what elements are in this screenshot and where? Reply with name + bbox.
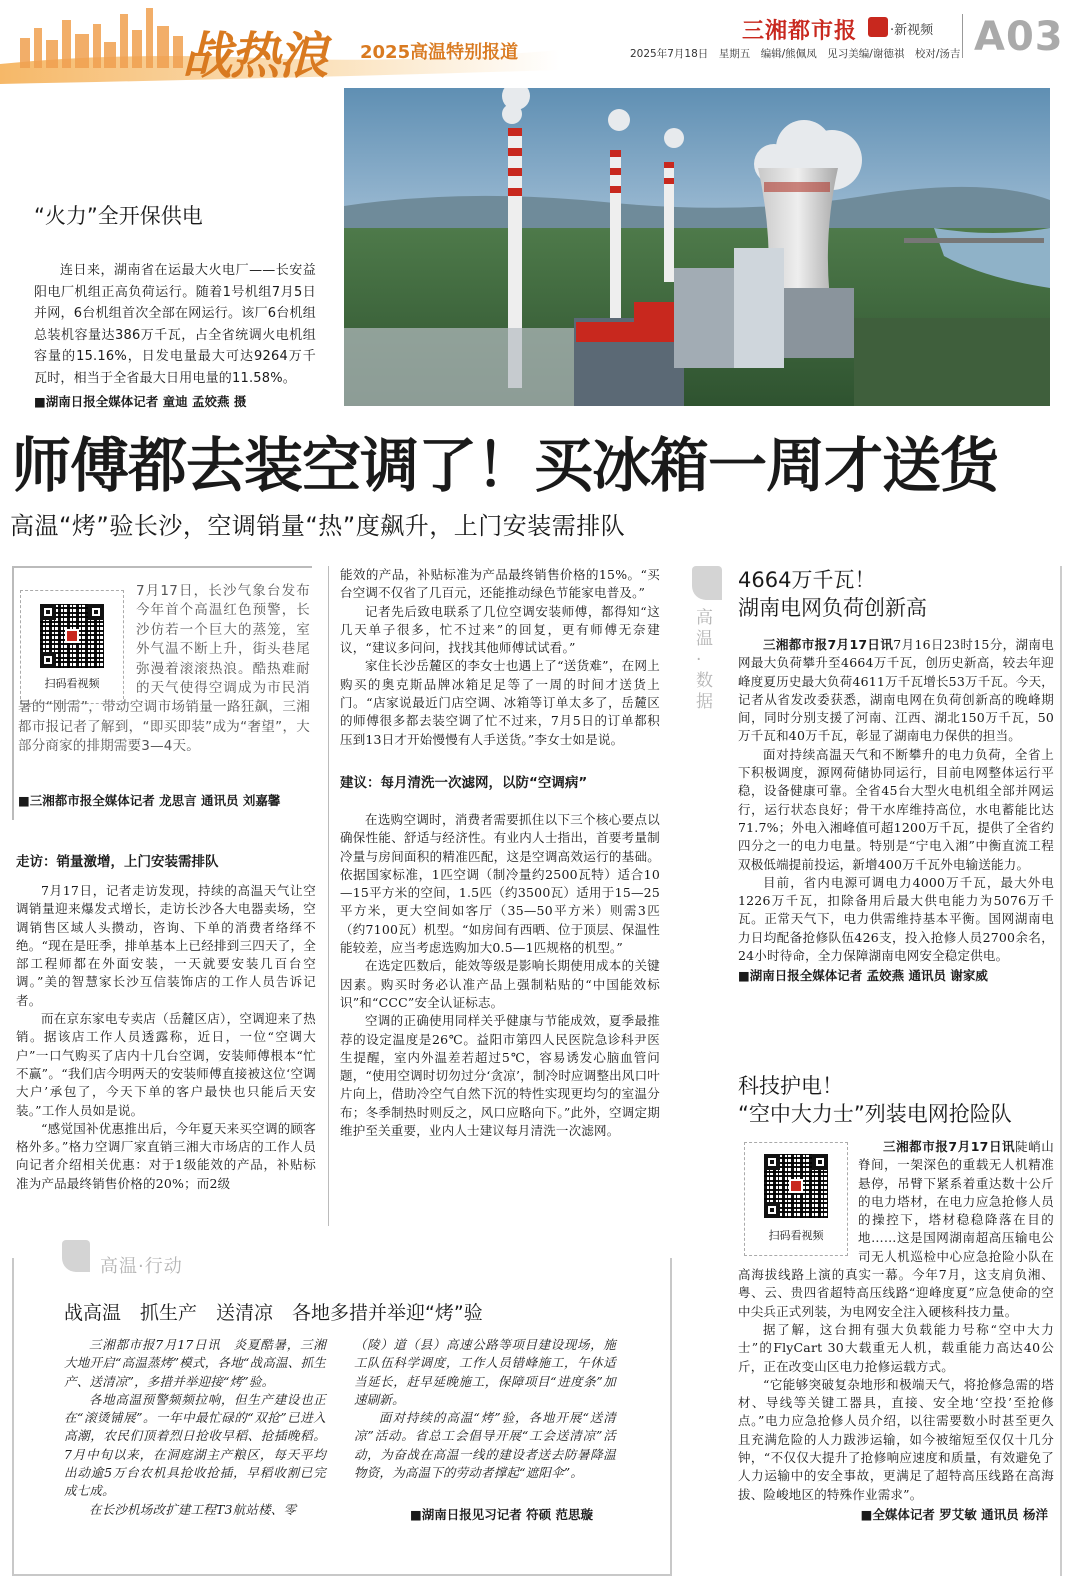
grid-paragraph bbox=[738, 636, 1054, 746]
sidebar-tag: 高温·数据 bbox=[696, 608, 713, 712]
lead-col2 bbox=[340, 566, 660, 1140]
power-plant-photo bbox=[344, 88, 1050, 406]
col2-paragraph: 记者先后致电联系了几位空调安装师傅，都得知“这几天单子很多，忙不过来”的回复，更有师傅无奈建议，“建议多问问，找找其他师傅试试看。” bbox=[340, 603, 660, 656]
action-col2 bbox=[354, 1336, 616, 1482]
section1-paragraph: “感觉国补优惠推出后，今年夏天来买空调的顾客格外多。”格力空调厂家直销三湘大市场店的工作人员向记者介绍相关优惠：对于1级能效的产品，补贴标准为产品最终销售价格的20%；而2级 bbox=[16, 1120, 316, 1191]
date-line: 2025年7月18日 星期五 编辑/熊佩凤 见习美编/谢德祺 校对/汤吉 bbox=[630, 48, 961, 60]
grid-credit: ■湖南日报全媒体记者 孟姣燕 通讯员 谢家威 bbox=[738, 968, 988, 984]
grid-story bbox=[738, 566, 1054, 985]
drone-paragraph-text: 陡峭山脊间，一架深色的重载无人机精准悬停，吊臂下紧系着重达数十公斤的电力塔材，在电力应急抢修人员的操控下，塔材稳稳降落在目的地……这是国网湖南超高压输电公司无人机巡检中心应急抢险小队在高海拔线路上演的真实一幕。今年7月，这支肩负湘、粤、云、贵四省超特高压线路“迎峰度夏”应急使命的空中尖兵正式列装，为电网安全注入硬核科技力量。 bbox=[738, 1139, 1054, 1319]
action-tag-icon bbox=[62, 1240, 90, 1272]
masthead bbox=[0, 0, 1080, 90]
sub-headline: 高温“烤”验长沙，空调销量“热”度飙升，上门安装需排队 bbox=[10, 512, 626, 540]
action-paragraph: 各地高温预警频频拉响，但生产建设也正在“滚烫铺展”。一年中最忙碌的“双抢”已进入高潮，农民们顶着烈日抢收早稻、抢插晚稻。7月中旬以来，在洞庭湖主产粮区，每天平均出动逾5万台农机具抢收抢插，早稻收割已完成七成。 bbox=[64, 1391, 326, 1499]
col2-paragraph: 能效的产品，补贴标准为产品最终销售价格的15%。“买台空调不仅省了几百元，还能推动绿色节能家电普及。” bbox=[340, 567, 660, 601]
banner-subtitle: 2025高温特别报道 bbox=[360, 42, 519, 63]
drone-story bbox=[738, 1072, 1054, 1524]
photo-story-credit: ■湖南日报全媒体记者 童迪 孟姣燕 摄 bbox=[34, 394, 247, 409]
drone-qr-frame bbox=[744, 1142, 848, 1256]
banner-title: 战热浪 bbox=[182, 26, 326, 85]
photo-story-title: “火力”全开保供电 bbox=[34, 204, 203, 228]
grid-lead-label: 三湘都市报7月17日讯 bbox=[763, 637, 894, 652]
section2-paragraph: 在选定匹数后，能效等级是影响长期使用成本的关键因素。购买时务必认准产品上强制粘贴的“中国能效标识”和“CCC”安全认证标志。 bbox=[340, 958, 660, 1010]
grid-title-line1: 4664万千瓦！ bbox=[738, 568, 876, 592]
action-paragraph: 面对持续的高温“烤”验，各地开展“送清凉”活动。省总工会倡导开展“工会送清凉”活动，为奋战在高温一线的建设者送去防暑降温物资，为高温下的劳动者撑起“遮阳伞”。 bbox=[354, 1410, 616, 1481]
grid-title-line2: 湖南电网负荷创新高 bbox=[738, 596, 927, 620]
column-divider bbox=[328, 566, 329, 1226]
drone-paragraph: “它能够突破复杂地形和极端天气，将抢修急需的塔材、导线等关键工器具，直接、安全地‘空投’至抢修点。”电力应急抢修人员介绍，以往需要数小时甚至更久且充满危险的人力跋涉运输，如今被缩短至仅仅十几分钟，“不仅仅大提升了抢修响应速度和质量，有效避免了人力运输中的安全事故，更满足了超特高压线路在高海拔、险峻地区的特殊作业需求”。 bbox=[738, 1376, 1054, 1502]
section2-paragraph: 在选购空调时，消费者需要抓住以下三个核心要点以确保性能、舒适与经济性。有业内人士指出，首要考量制冷量与房间面积的精准匹配，这是空调高效运行的基础。依据国家标准，1匹空调（制冷量约2500瓦特）适合10—15平方米的空间，1.5匹（约3500瓦）适用于15—25平方米，更大空间如客厅（35—50平方米）则需3匹（约7100瓦）机型。“如房间有西晒、位于顶层、保温性能较差，应当考虑选购加大0.5—1匹规格的机型。” bbox=[340, 811, 660, 956]
brand-logo-icon bbox=[868, 17, 888, 37]
main-headline: 师傅都去装空调了！买冰箱一周才送货 bbox=[12, 431, 999, 500]
action-paragraph: （陵）道（县）高速公路等项目建设现场，施工队伍科学调度，工作人员错峰施工，午休适当延长，赶早延晚施工，保障项目“进度条”加速刷新。 bbox=[354, 1337, 616, 1407]
grid-paragraph: 面对持续高温天气和不断攀升的电力负荷，全省上下积极调度，源网荷储协同运行，目前电网整体运行平稳，设备健康可靠。全省45台大型火电机组全部并网运行，运行状态良好；骨干水库维持高位，水电蓄能比达71.7%；外电入湘峰值可超1200万千瓦，提供了全省约四分之一的电力电量。特别是“宁电入湘”中衡直流工程双极低端提前投运，新增400万千瓦外电输送能力。 bbox=[738, 746, 1054, 872]
photo-caption-block bbox=[34, 200, 316, 411]
drone-credit: ■全媒体记者 罗艾敏 通讯员 杨洋 bbox=[860, 1506, 1048, 1522]
action-paragraph: 三湘都市报7月17日讯 炎夏酷暑，三湘大地开启“高温蒸烤”模式，各地“战高温、抓生产、送清凉”，多措并举迎接“烤”验。 bbox=[64, 1337, 326, 1389]
sidebar-tag-icon bbox=[692, 566, 722, 600]
lead-col1 bbox=[16, 852, 316, 1193]
section1-paragraph: 7月17日，记者走访发现，持续的高温天气让空调销量迎来爆发式增长，走访长沙各大电器卖场，空调销售区域人头攒动，咨询、下单的消费者络绎不绝。“现在是旺季，排单基本上已经排到三四天了，全部工程师都在外面安装，一天就要安装几百台空调。”美的智慧家长沙互信装饰店的工作人员告诉记者。 bbox=[16, 883, 316, 1008]
section1-paragraph: 而在京东家电专卖店（岳麓区店），空调迎来了热销。据该店工作人员透露称，近日，一位“空调大户”一口气购买了店内十几台空调，安装师傅根本“忙不赢”。“我们店今明两天的安装师傅直接被这位‘空调大户’承包了，今天下单的客户最快也只能后天安装。”工作人员如是说。 bbox=[16, 1011, 316, 1118]
lead-qr-label: 扫码看视频 bbox=[44, 677, 100, 690]
section1-title: 走访：销量激增，上门安装需排队 bbox=[16, 854, 219, 870]
page-number: A03 bbox=[974, 14, 1064, 60]
action-title: 战高温 抓生产 送清凉 各地多措并举迎“烤”验 bbox=[64, 1302, 483, 1324]
drone-paragraph: 据了解，这台拥有强大负载能力号称“空中大力士”的FlyCart 30大载重无人机，载重能力高达40公斤，正在改变山区电力抢修运载方式。 bbox=[738, 1321, 1054, 1374]
masthead-divider bbox=[962, 14, 963, 58]
drone-title-line1: 科技护电！ bbox=[738, 1074, 843, 1098]
action-credit: ■湖南日报见习记者 符硕 范思璇 bbox=[410, 1507, 594, 1522]
drone-qr-label: 扫码看视频 bbox=[768, 1229, 824, 1242]
col2-paragraph: 家住长沙岳麓区的李女士也遇上了“送货难”，在网上购买的奥克斯品牌冰箱足足等了一周的时间才送货上门。“店家说最近门店空调、冰箱等订单太多了，岳麓区的师傅很多都去装空调了忙不过来，7月5日的订单都积压到13日才开始慢慢有人手送货。”李女士如是说。 bbox=[340, 658, 660, 747]
grid-paragraph-text: 7月16日23时15分，湖南电网最大负荷攀升至4664万千瓦，创历史新高，较去年迎峰度夏历史最大负荷4611万千瓦增长53万千瓦。今天，记者从省发改委获悉，湖南电网在负荷创新高的晚峰期间，同时分别支援了河南、江西、湖北150万千瓦，50万千瓦和40万千瓦，彰显了湖南电力保供的担当。 bbox=[738, 637, 1055, 744]
video-label: ·新视频 bbox=[890, 23, 934, 38]
action-col1 bbox=[64, 1336, 326, 1519]
lead-byline: ■三湘都市报全媒体记者 龙思言 通讯员 刘嘉馨 bbox=[18, 793, 281, 808]
paper-name: 三湘都市报 bbox=[742, 19, 858, 44]
qr-spacer bbox=[18, 582, 136, 694]
lead-intro-span: 7月17日，长沙气象台发布今年首个高温红色预警，长沙仿若一个巨大的蒸笼，室外气温不断上升，街头巷尾弥漫着滚滚热浪。酷热难耐的天气使得空调成为市民消暑的“刚需”，带动空调市场销量一路狂飙，三湘都市报记者了解到，“即买即装”成为“奢望”，大部分商家的排期需要3—4天。 bbox=[18, 583, 310, 755]
drone-title-line2: “空中大力士”列装电网抢险队 bbox=[738, 1102, 1012, 1126]
action-tag: 高温·行动 bbox=[100, 1256, 183, 1277]
photo-story-body: 连日来，湖南省在运最大火电厂——长安益阳电厂机组正高负荷运行。随着1号机组7月5日并网，6台机组首次全部在网运行。该厂6台机组总装机容量达386万千瓦，占全省统调火电机组容量的15.16%，日发电量最大可达9264万千瓦时，相当于全省最大日用电量的11.58%。 bbox=[34, 263, 316, 386]
drone-lead-label: 三湘都市报7月17日讯 bbox=[883, 1139, 1016, 1154]
action-paragraph: 在长沙机场改扩建工程T3航站楼、零 bbox=[89, 1501, 297, 1517]
section2-paragraph: 空调的正确使用同样关乎健康与节能成效，夏季最推荐的设定温度是26℃。益阳市第四人民医院急诊科尹医生提醒，室内外温差若超过5℃，容易诱发心脑血管问题，“使用空调时切勿过分‘贪凉’，制冷时应调整出风口叶片向上，借助冷空气自然下沉的特性实现更均匀的室温分布；冬季制热时则反之，风口应略向下。”此外，空调定期维护至关重要，业内人士建议每月清洗一次滤网。 bbox=[340, 1013, 660, 1139]
qr-code-icon[interactable] bbox=[761, 1151, 831, 1221]
grid-paragraph: 目前，省内电源可调电力4000万千瓦，最大外电1226万千瓦，扣除备用后最大供电能力为5076万千瓦。正常天气下，电力供需维持基本平衡。国网湖南电力日均配备抢修队伍426支，投入抢修人员2700余名，24小时待命，全力保障湖南电网安全稳定供电。 bbox=[738, 874, 1054, 964]
lead-intro-text bbox=[18, 582, 310, 757]
section2-title: 建议：每月清洗一次滤网，以防“空调病” bbox=[340, 774, 588, 791]
